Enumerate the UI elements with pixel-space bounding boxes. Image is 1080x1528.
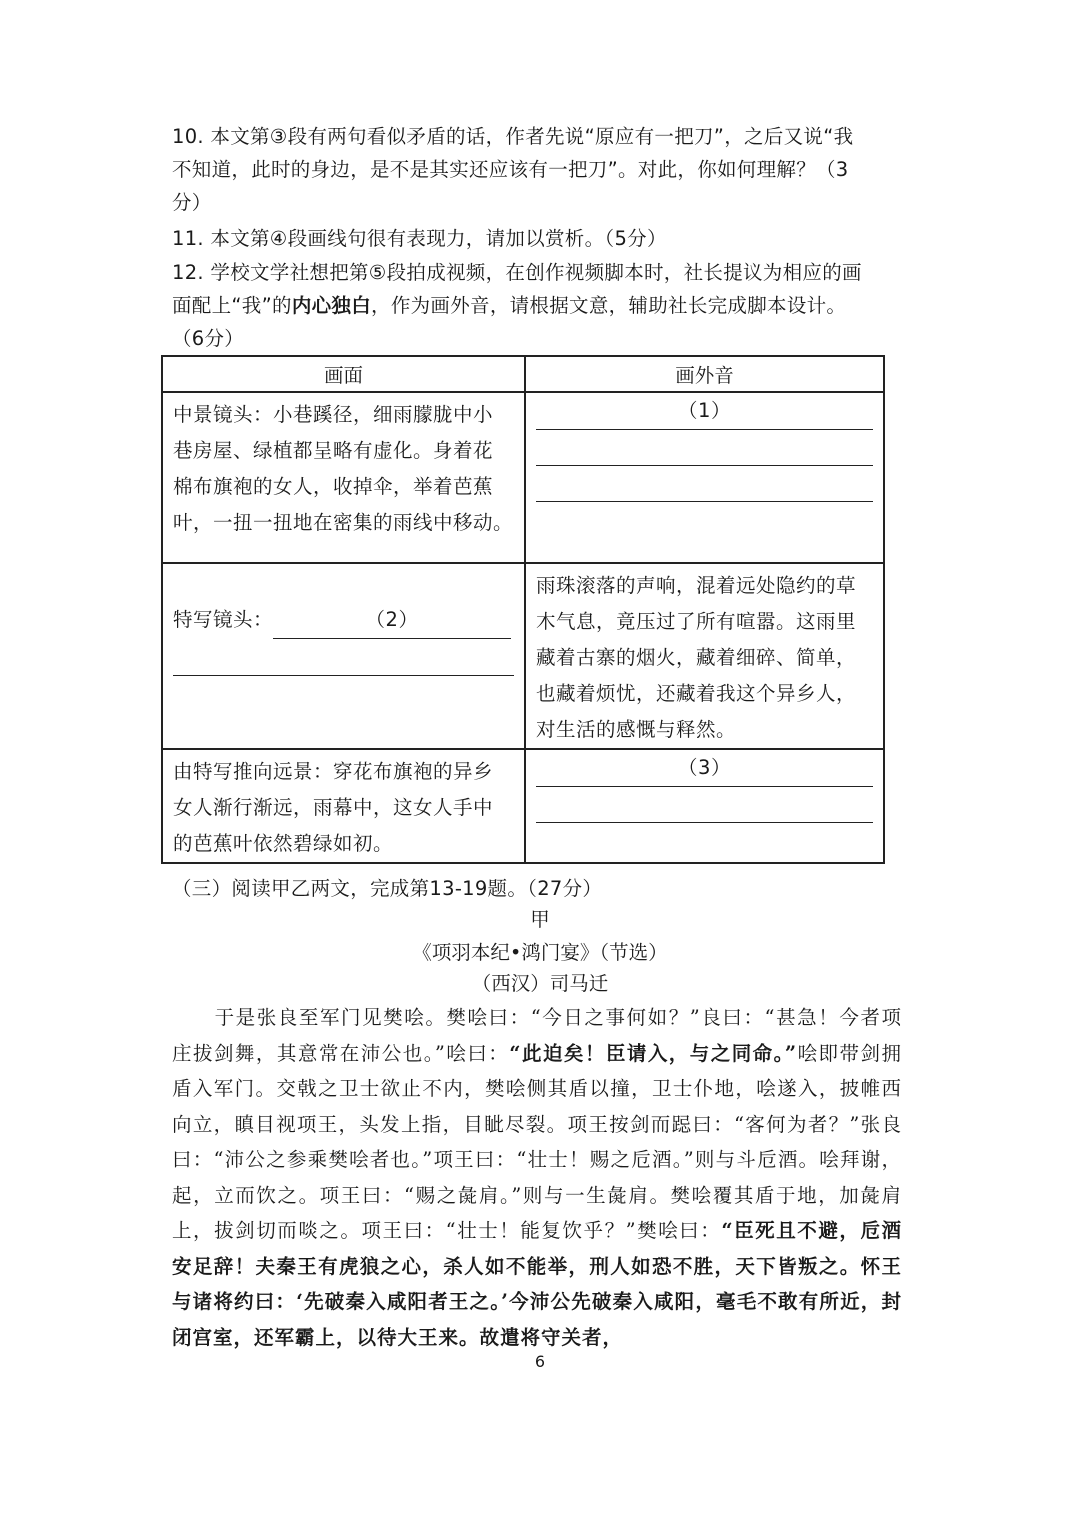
question-10 [172,120,900,219]
scene-cell-1 [162,392,525,563]
passage-text: 于是张良至军门见樊哙。樊哙曰：“今日之事何如？”良曰：“甚急！今者项庄拔剑舞，其意常在沛公也。”哙曰： [172,1006,902,1065]
passage-text: 哙即带剑拥盾入军门。交戟之卫士欲止不内，樊哙侧其盾以撞，卫士仆地，哙遂入，披帷西向立，瞋目视项王，头发上指，目眦尽裂。项王按剑而跽曰：“客何为者？”张良曰：“沛公之参乘樊哙者也。”项王曰：“壮士！赐之卮酒。”则与斗卮酒。哙拜谢，起，立而饮之。项王曰：“赐之彘肩。”则与一生彘肩。樊哙覆其盾于地，加彘肩上，拔剑切而啖之。项王曰：“壮士！能复饮乎？”樊哙曰： [172,1041,902,1242]
scene-line: 女人渐行渐远，雨幕中，这女人手中 [173,796,494,819]
scene-cell-2 [162,563,525,749]
answer-blank-2[interactable]: （2） [273,602,511,639]
voiceover-cell-2 [525,563,884,749]
passage-bold-quote: “此迫矣！臣请入，与之同命。” [509,1041,798,1065]
question-11 [172,222,900,255]
q12-line3: （6分） [172,327,245,350]
col-header-scene: 画面 [162,356,525,392]
table-row [162,749,884,863]
question-12 [172,256,900,355]
answer-blank-3[interactable]: （3） [536,754,873,787]
passage-bold-quote: “臣死且不避，卮酒安足辞！夫秦王有虎狼之心，杀人如不能举，刑人如恐不胜，天下皆叛之。怀王与诸将约曰：‘先破秦入咸阳者王之。’今沛公先破秦入咸阳，毫毛不敢有所近，封闭宫室，还军霸上，以待大王来。故遣将守关者， [172,1219,902,1349]
answer-blank-1-line2[interactable] [536,433,873,466]
scene-line: 由特写推向远景：穿花布旗袍的异乡 [173,760,494,783]
voiceover-cell-3 [525,749,884,863]
voiceover-line: 藏着古寨的烟火，藏着细碎、简单， [536,646,857,669]
classical-passage [172,1000,902,1355]
scene-line: 棉布旗袍的女人，收掉伞，举着芭蕉 [173,475,494,498]
script-table [161,355,885,864]
answer-blank-3-line2[interactable] [536,790,873,823]
scene-line: 巷房屋、绿植都呈略有虚化。身着花 [173,439,494,462]
voiceover-line: 对生活的感慨与释然。 [536,718,737,741]
q12-line2: 面配上“我”的内心独白，作为画外音，请根据文意，辅助社长完成脚本设计。 [172,294,847,317]
voiceover-line: 也藏着烦忧，还藏着我这个异乡人， [536,682,857,705]
voiceover-cell-1 [525,392,884,563]
scene-line: 中景镜头：小巷蹊径，细雨朦胧中小 [173,403,494,426]
scene-line: 叶，一扭一扭地在密集的雨线中移动。 [173,511,514,534]
q12-line1: 12. 学校文学社想把第⑤段拍成视频，在创作视频脚本时，社长提议为相应的画 [172,261,862,284]
table-row [162,392,884,563]
passage-author: （西汉）司马迁 [471,972,609,995]
answer-blank-2-line2[interactable] [173,643,514,676]
passage-title: 《项羽本纪•鸿门宴》（节选） [412,941,668,964]
voiceover-line: 木气息，竟压过了所有喧嚣。这雨里 [536,610,857,633]
col-header-voiceover: 画外音 [525,356,884,392]
scene-cell-3 [162,749,525,863]
answer-blank-1-line3[interactable] [536,469,873,502]
scene-line: 的芭蕉叶依然碧绿如初。 [173,832,394,855]
q10-line2: 不知道，此时的身边，是不是其实还应该有一把刀”。对此，你如何理解？（3 [172,158,849,181]
table-row [162,563,884,749]
scene-line: 特写镜头： （2） [173,602,514,639]
page-number: 6 [534,1352,546,1371]
q12-bold-phrase: 内心独白 [291,294,372,317]
q11-text: 11. 本文第④段画线句很有表现力，请加以赏析。（5分） [172,227,667,250]
part-label: 甲 [530,908,550,931]
q10-line1: 10. 本文第③段有两句看似矛盾的话，作者先说“原应有一把刀”，之后又说“我 [172,125,854,148]
answer-blank-1[interactable]: （1） [536,397,873,430]
section-heading: （三）阅读甲乙两文，完成第13-19题。（27分） [172,877,603,900]
table-header-row [162,356,884,392]
voiceover-line: 雨珠滚落的声响，混着远处隐约的草 [536,574,857,597]
q10-line3: 分） [172,191,212,214]
